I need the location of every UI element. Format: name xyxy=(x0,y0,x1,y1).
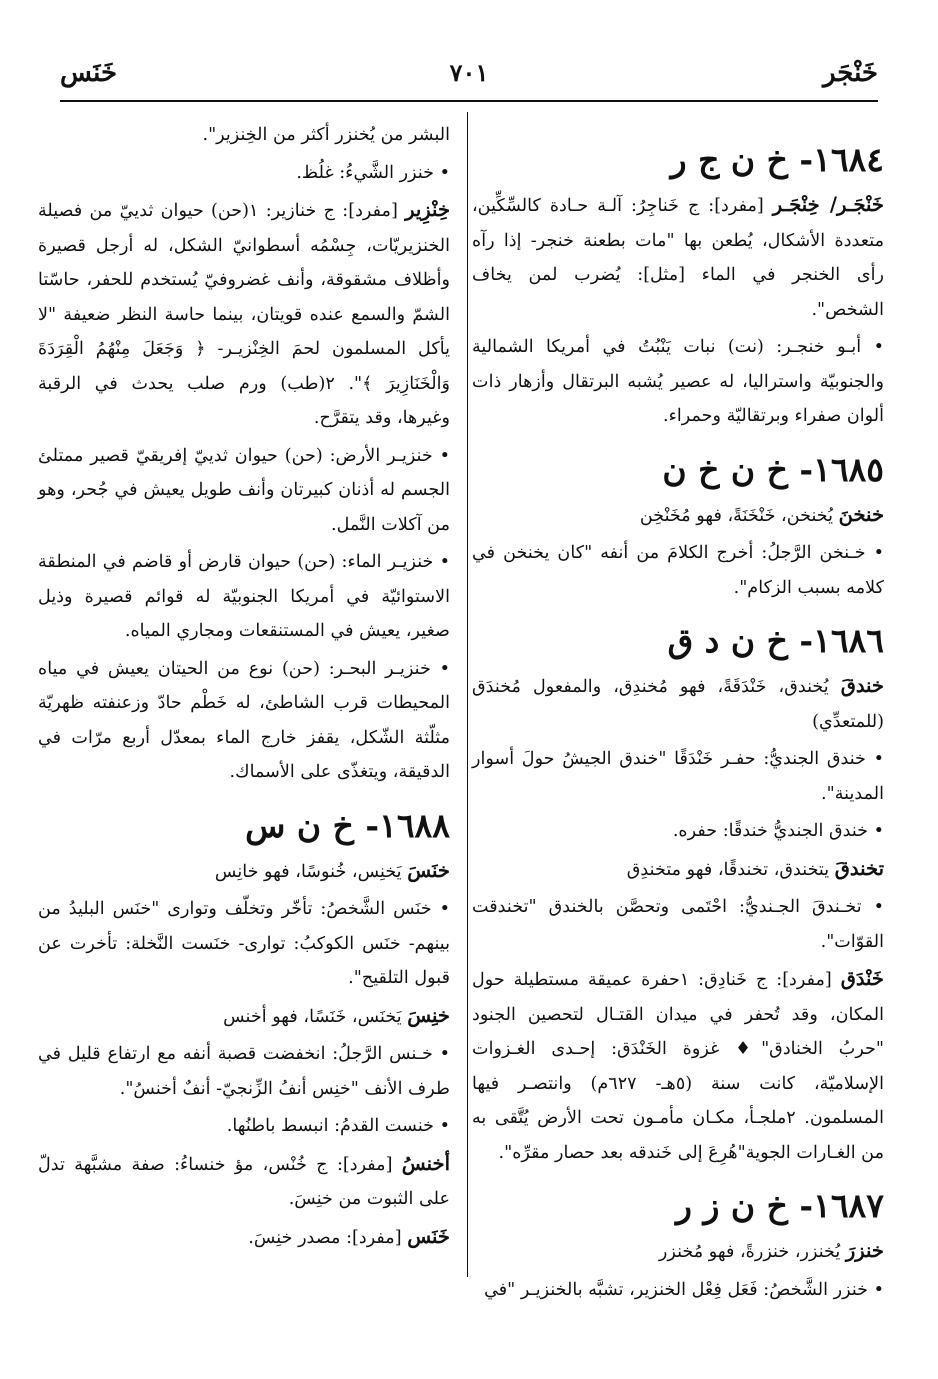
entry-headword: خنخنَ xyxy=(838,502,884,526)
entry-headword: خنَسَ xyxy=(407,858,450,882)
header-guide-word-right: خَنْجَر xyxy=(822,58,878,88)
dictionary-entry xyxy=(38,1220,450,1256)
entry-definition: • خندق الجنديُّ: حفـر خَنْدَقًا "خندق الجيشُ حولَ أسوار المدينة". xyxy=(472,749,884,804)
dictionary-entry xyxy=(38,1147,450,1217)
dictionary-entry xyxy=(38,854,450,890)
entry-headword: خَنْجَـر/ خِنْجَـر xyxy=(772,193,884,216)
entry-headword: خنِسَ xyxy=(407,1003,450,1027)
dictionary-entry xyxy=(472,669,884,739)
entry-definition: • تخـندقَ الجـنديُّ: احْتَمى وتحصَّن بالخندق "تخندقت القوّات". xyxy=(472,897,884,952)
entry-definition: • خنست القدمُ: انبسط باطنُها. xyxy=(226,1116,450,1136)
page-number: ٧٠١ xyxy=(449,58,489,87)
dictionary-entry xyxy=(38,439,450,543)
root-heading: ١٦٨٦- خ ن د ق xyxy=(667,621,884,660)
dictionary-entry xyxy=(472,742,884,811)
entry-definition: [مفرد]: ج خَناجِرُ: آلـة حـادة كالسِّكِّين، متعددة الأشكال، يُطعن بها "مات بطعنة خنجر- إذا رآه رأى الخنجر في الماء [مثل]: يُضرب لمن يخاف الشخص". xyxy=(472,196,884,320)
right-column xyxy=(472,118,884,1310)
dictionary-entry xyxy=(38,118,450,153)
entry-headword: خنزرَ xyxy=(845,1239,884,1262)
dictionary-entry xyxy=(38,545,450,649)
root-heading: ١٦٨٤- خ ن ج ر xyxy=(670,140,884,179)
entry-definition: • خـنخن الرَّجلُ: أخرج الكلامَ من أنفه "كان يخنخن في كلامه بسبب الزكام". xyxy=(472,543,884,598)
entry-definition: يُخنزر، خنزرةً، فهو مُخنزر xyxy=(658,1242,846,1262)
left-column xyxy=(38,118,450,1258)
entry-definition: يُخندق، خَنْدَقَةً، فهو مُخندِق، والمفعول مُخندَق (للمتعدِّي) xyxy=(472,677,884,732)
header-guide-word-left: خَنَس xyxy=(60,58,118,88)
entry-definition: • خنَس الشَّخصُ: تأخّر وتخلّف وتوارى "خنَس البليدُ من بينهم- خنَس الكوكبُ: توارى- خنَست النَّخلة: تأخرت عن قبول التلقيح". xyxy=(38,899,450,988)
dictionary-entry xyxy=(472,536,884,605)
entry-definition: • خنزيـر الأرض: (حن) حيوان ثدييّ إفريقيّ قصير ممتلئ الجسم له أذنان كبيرتان وأنف طويل يعيش في جُحر، وهو من آكلات النَّمل. xyxy=(38,445,450,535)
entry-definition: البشر من يُخنزر أكثر من الخِنزير". xyxy=(202,125,450,145)
entry-headword: خَنَس xyxy=(407,1224,450,1248)
entry-definition: [مفرد]: ج خَنادِق: ١حفرة عميقة مستطيلة حول المكان، وقد تُحفر في ميدان القتـال لتحصين الجنود "حربُ الخنادق"♦ غزوة الخَنْدَق: إحـدى الغـزوات الإسلاميّة، كانت سنة (٥هـ- ٦٢٧م) وانتصـر فيها المسلمون. ٢ملجـأ، مكـان مأمـون تحت الأرض يُتَّقى به من الغـارات الجوية"هُرِعَ إلى خَندقه بعد حصار مقرِّه". xyxy=(472,970,884,1163)
dictionary-entry xyxy=(38,1037,450,1106)
entry-headword: خِنْزِير xyxy=(405,198,450,221)
root-heading: ١٦٨٨- خ ن س xyxy=(245,805,450,845)
entry-definition: • خندق الجنديُّ خندقًا: حفره. xyxy=(672,821,884,841)
dictionary-entry xyxy=(472,330,884,434)
dictionary-entry xyxy=(472,498,884,534)
entry-definition: يَخنَس، خَنَسًا، فهو أخنس xyxy=(223,1006,408,1027)
dictionary-entry xyxy=(38,892,450,996)
entry-headword: أخنسُ xyxy=(401,1151,450,1175)
dictionary-entry xyxy=(472,852,884,888)
entry-definition: [مفرد]: مصدر خنِسَ. xyxy=(248,1227,408,1248)
entry-definition: يُخنخن، خَنْخَنَةً، فهو مُخَنْخِن xyxy=(639,505,839,526)
entry-definition: يَخنِس، خُنوسًا، فهو خانِس xyxy=(214,861,408,882)
dictionary-entry xyxy=(472,814,884,849)
dictionary-entry xyxy=(38,156,450,191)
dictionary-entry xyxy=(472,188,884,327)
entry-definition: • خنزيـر الماء: (حن) حيوان قارض أو قاضم في المنطقة الاستوائيّة في أمريكا الجنوبيّة له قوائم قصيرة وذيل صغير، يعيش في المستنقعات ومجاري المياه. xyxy=(38,552,450,641)
page-header xyxy=(60,58,878,98)
column-divider xyxy=(467,112,468,1277)
entry-definition: • أبـو خنجـر: (نت) نبات يَنْبُتُ في أمريكا الشمالية والجنوبيّة واستراليا، له عصير يُشبه البرتقال وأزهار ذات ألوان صفراء وبرتقاليّة وحمراء. xyxy=(472,337,884,426)
dictionary-entry xyxy=(472,1273,884,1308)
header-rule xyxy=(60,100,878,102)
entry-definition: • خنزيـر البحـر: (حن) نوع من الحيتان يعيش في مياه المحيطات قرب الشاطئ، له خَطْم حادّ وزعنفته ظهريّة مثلّثة الشّكل، يقفز خارج الماء بمعدّل أربع مرّات في الدقيقة، ويتغذّى على الأسماك. xyxy=(38,658,450,782)
dictionary-entry xyxy=(472,1234,884,1270)
entry-headword: خَنْدَق xyxy=(840,967,884,990)
dictionary-entry xyxy=(38,193,450,436)
dictionary-entry xyxy=(38,1109,450,1144)
entry-definition: يتخندق، تخندقًا، فهو متخندِق xyxy=(626,859,835,880)
dictionary-entry xyxy=(472,890,884,959)
entry-definition: [مفرد]: ج خُنْس، مؤ خنساءُ: صفة مشبَّهة تدلّ على الثبوت من خنِسَ. xyxy=(38,1154,450,1209)
entry-headword: خندقَ xyxy=(840,674,884,697)
root-heading: ١٦٨٥- خ ن خ ن xyxy=(662,449,884,489)
entry-definition: [مفرد]: ج خنازير: ١(حن) حيوان ثدييّ من فصيلة الخنزيريّات، جِسْمُه أسطوانيّ الشكل، له أرجل قصيرة وأظلاف مشقوقة، وأنف غضروفيّ يُستخدم للحفر، حاسّتا الشمّ والسمع عنده قويتان، بينما حاسة النظر ضعيفة "لا يأكل المسلمون لحمَ الخِنْزيـر- ﴿ وَجَعَلَ مِنْهُمُ الْقِرَدَةَ وَالْخَنَازِيرَ ﴾". ٢(طب) ورم صلب يحدث في الرقبة وغيرها، وقد يتقرَّح. xyxy=(38,201,450,428)
entry-definition: • خنزر الشَّخصُ: فَعَل فِعْل الخنزير، تشبَّه بالخنزيـر "في xyxy=(484,1279,884,1300)
dictionary-entry xyxy=(472,962,884,1170)
dictionary-entry xyxy=(38,999,450,1035)
entry-headword: تخندقَ xyxy=(834,856,884,880)
dictionary-entry xyxy=(38,652,450,790)
entry-definition: • خـنس الرَّجلُ: انخفضت قصبة أنفه مع ارتفاع قليل في طرف الأنف "خنِس أنفُ الزِّنجيّ- أنفٌ أخنسُ". xyxy=(38,1044,450,1099)
root-heading: ١٦٨٧- خ ن ز ر xyxy=(676,1186,884,1225)
entry-definition: • خنزر الشَّيءُ: غلُظ. xyxy=(296,162,450,183)
